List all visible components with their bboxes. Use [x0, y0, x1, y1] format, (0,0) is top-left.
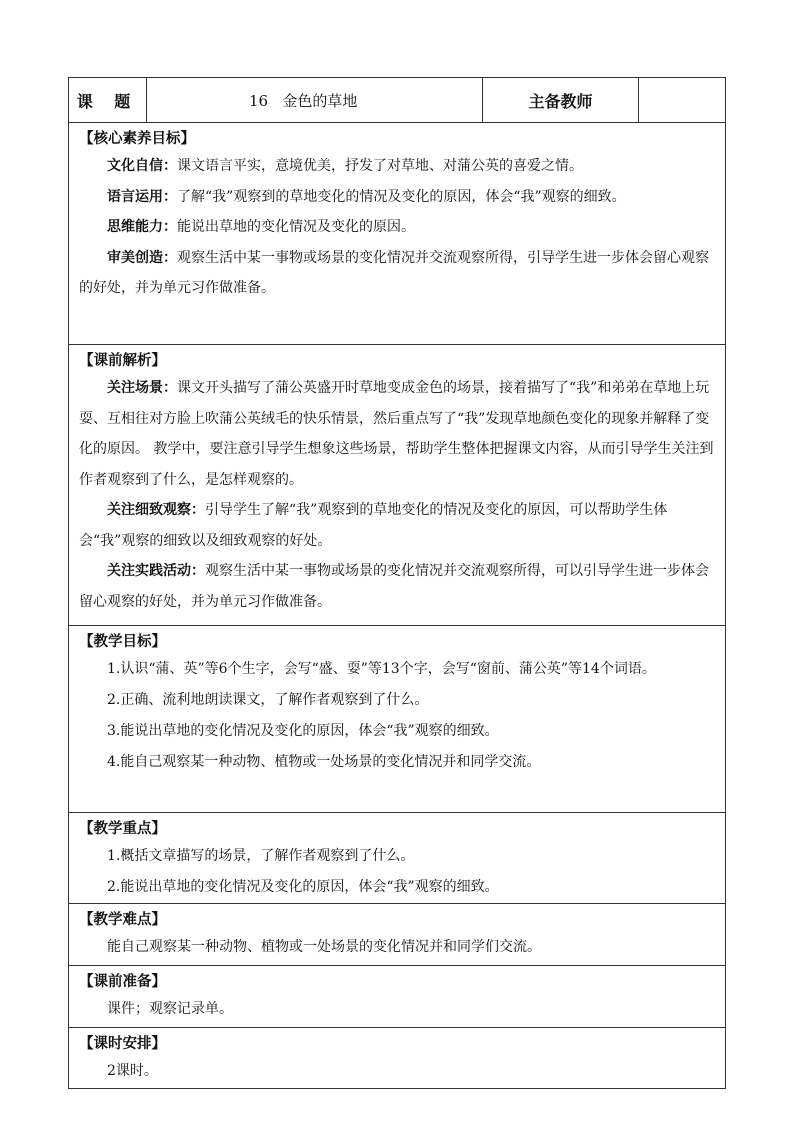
- item-label: 审美创造：: [107, 249, 177, 266]
- teacher-value: [639, 78, 725, 122]
- key-point-item: 1.概括文章描写的场景，了解作者观察到了什么。: [107, 848, 415, 864]
- goal-item: 1.认识“蒲、英”等6个生字，会写“盛、耍”等13个字，会写“窗前、蒲公英”等14个词语。: [107, 661, 656, 677]
- section-title: 【教学重点】: [79, 820, 166, 837]
- item-label: 文化自信：: [107, 158, 177, 174]
- preparation-section: [69, 966, 725, 1028]
- analysis-item: [79, 556, 719, 617]
- item-text: 课文语言平实，意境优美，抒发了对草地、对蒲公英的喜爱之情。: [177, 158, 583, 174]
- item-label: 关注实践活动：: [107, 563, 205, 579]
- goal-item: 3.能说出草地的变化情况及变化的原因，体会“我”观察的细致。: [107, 723, 499, 739]
- key-points-section: [69, 813, 725, 904]
- section-title: 【教学目标】: [79, 633, 166, 650]
- item-text: 能说出草地的变化情况及变化的原因。: [177, 219, 415, 235]
- topic-label: 课 题: [69, 78, 147, 122]
- section-title: 【教学难点】: [79, 911, 166, 928]
- analysis-item: [79, 495, 719, 556]
- analysis-item: [79, 373, 719, 495]
- item-text: 观察生活中某一事物或场景的变化情况并交流观察所得，可以引导学生进一步体会留心观察的好处，并为单元习作做准备。: [79, 563, 709, 610]
- item-label: 关注细致观察：: [107, 502, 205, 518]
- schedule-section: [69, 1028, 725, 1088]
- teaching-goals-section: [69, 626, 725, 813]
- core-item: [79, 212, 719, 243]
- section-title: 【课前解析】: [79, 352, 166, 369]
- goal-item: 2.正确、流利地朗读课文，了解作者观察到了什么。: [107, 692, 429, 708]
- preparation-text: 课件；观察记录单。: [107, 1001, 233, 1017]
- item-label: 关注场景：: [107, 380, 177, 396]
- item-text: 观察生活中某一事物或场景的变化情况并交流观察所得，引导学生进一步体会留心观察的好处，并为单元习作做准备。: [79, 249, 709, 296]
- key-point-item: 2.能说出草地的变化情况及变化的原因，体会“我”观察的细致。: [107, 879, 499, 895]
- item-label: 语言运用：: [107, 188, 177, 205]
- lesson-plan-table: [68, 77, 726, 1089]
- header-row: [69, 78, 725, 123]
- core-competency-section: [69, 123, 725, 345]
- item-text: 引导学生了解“我”观察到的草地变化的情况及变化的原因，可以帮助学生体会“我”观察的细致以及细致观察的好处。: [79, 502, 668, 549]
- core-item: [79, 151, 719, 182]
- schedule-text: 2课时。: [107, 1063, 158, 1079]
- core-item: [79, 182, 719, 213]
- item-label: 思维能力：: [107, 219, 177, 235]
- section-title: 【课前准备】: [79, 973, 166, 990]
- difficulty-text: 能自己观察某一种动物、植物或一处场景的变化情况并和同学们交流。: [107, 939, 541, 955]
- topic-value: 16 金色的草地: [147, 78, 483, 122]
- difficulty-section: [69, 904, 725, 966]
- item-text: 课文开头描写了蒲公英盛开时草地变成金色的场景，接着描写了“我”和弟弟在草地上玩耍、互相往对方脸上吹蒲公英绒毛的快乐情景，然后重点写了“我”发现草地颜色变化的现象并解释了变化的原因。 教学中，要注意引导学生想象这些场景，帮助学生整体把握课文内容，从而引导学生关注到作者观察到了什么，是怎样观察的。: [79, 380, 714, 488]
- core-item: [79, 243, 719, 304]
- pre-analysis-section: [69, 345, 725, 626]
- goal-item: 4.能自己观察某一种动物、植物或一处场景的变化情况并和同学交流。: [107, 754, 541, 770]
- section-title: 【课时安排】: [79, 1035, 166, 1052]
- item-text: 了解“我”观察到的草地变化的情况及变化的原因，体会“我”观察的细致。: [177, 188, 626, 205]
- teacher-label: 主备教师: [483, 78, 639, 122]
- section-title: 【核心素养目标】: [79, 130, 195, 147]
